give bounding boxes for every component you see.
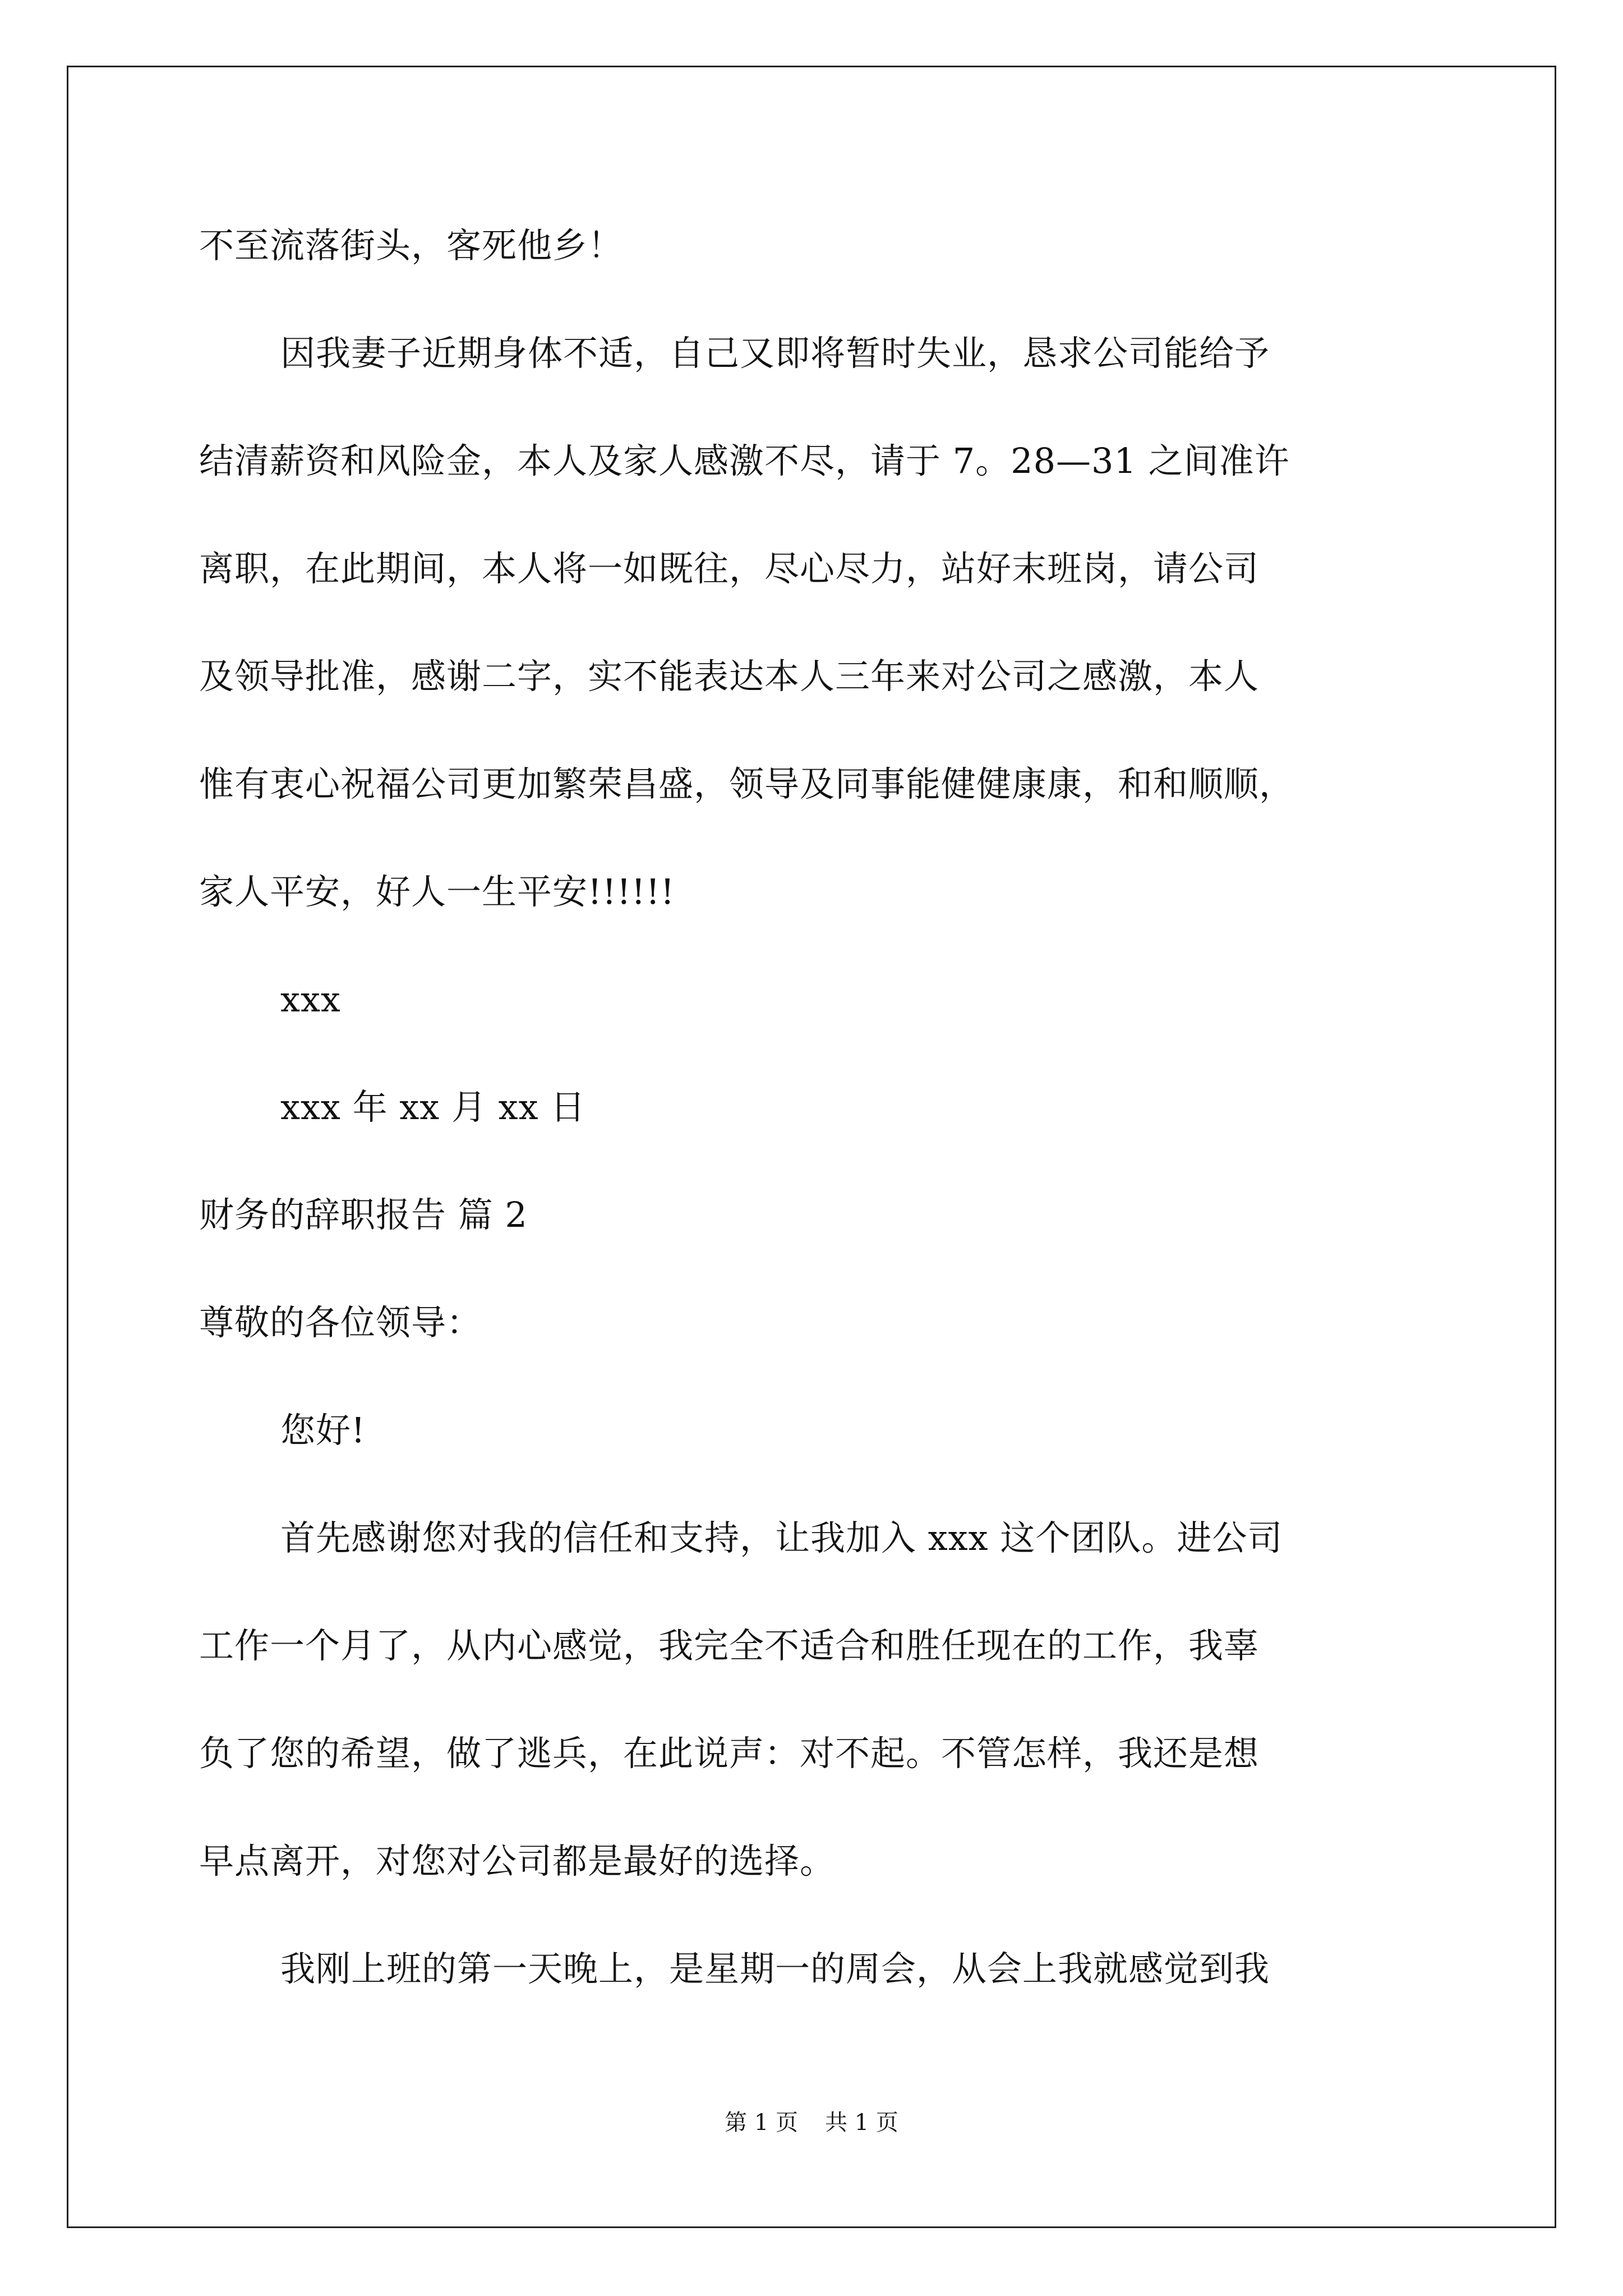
body-text-line: 工作一个月了，从内心感觉，我完全不适合和胜任现在的工作，我辜 — [199, 1625, 1260, 1666]
section-heading: 财务的辞职报告 篇 2 — [199, 1194, 528, 1235]
page-border — [67, 66, 1556, 2228]
body-text-line: 不至流落街头，客死他乡！ — [199, 225, 624, 266]
body-text-line: 结清薪资和风险金，本人及家人感激不尽，请于 7。28—31 之间准许 — [199, 440, 1290, 481]
body-text-line: 因我妻子近期身体不适，自己又即将暂时失业，恳求公司能给予 — [280, 333, 1270, 374]
signature-name: xxx — [280, 979, 341, 1020]
body-text-line: 离职，在此期间，本人将一如既往，尽心尽力，站好末班岗，请公司 — [199, 548, 1260, 589]
body-text-line: 负了您的希望，做了逃兵，在此说声：对不起。不管怎样，我还是想 — [199, 1733, 1260, 1774]
greeting: 您好! — [280, 1410, 366, 1451]
salutation: 尊敬的各位领导： — [199, 1302, 482, 1343]
page-total: 共 1 页 — [825, 2110, 898, 2136]
page-number: 第 1 页 — [725, 2110, 798, 2136]
body-text-line: 及领导批准，感谢二字，实不能表达本人三年来对公司之感激，本人 — [199, 656, 1260, 697]
page-footer — [0, 2108, 1623, 2137]
body-text-line: 早点离开，对您对公司都是最好的选择。 — [199, 1841, 836, 1881]
body-text-line: 我刚上班的第一天晚上，是星期一的周会，从会上我就感觉到我 — [280, 1948, 1270, 1989]
body-text-line: 首先感谢您对我的信任和支持，让我加入 xxx 这个团队。进公司 — [280, 1517, 1283, 1558]
body-text-line: 惟有衷心祝福公司更加繁荣昌盛，领导及同事能健健康康，和和顺顺， — [199, 763, 1295, 804]
signature-date: xxx 年 xx 月 xx 日 — [280, 1087, 586, 1128]
body-text-line: 家人平安，好人一生平安!!!!!! — [199, 871, 675, 912]
